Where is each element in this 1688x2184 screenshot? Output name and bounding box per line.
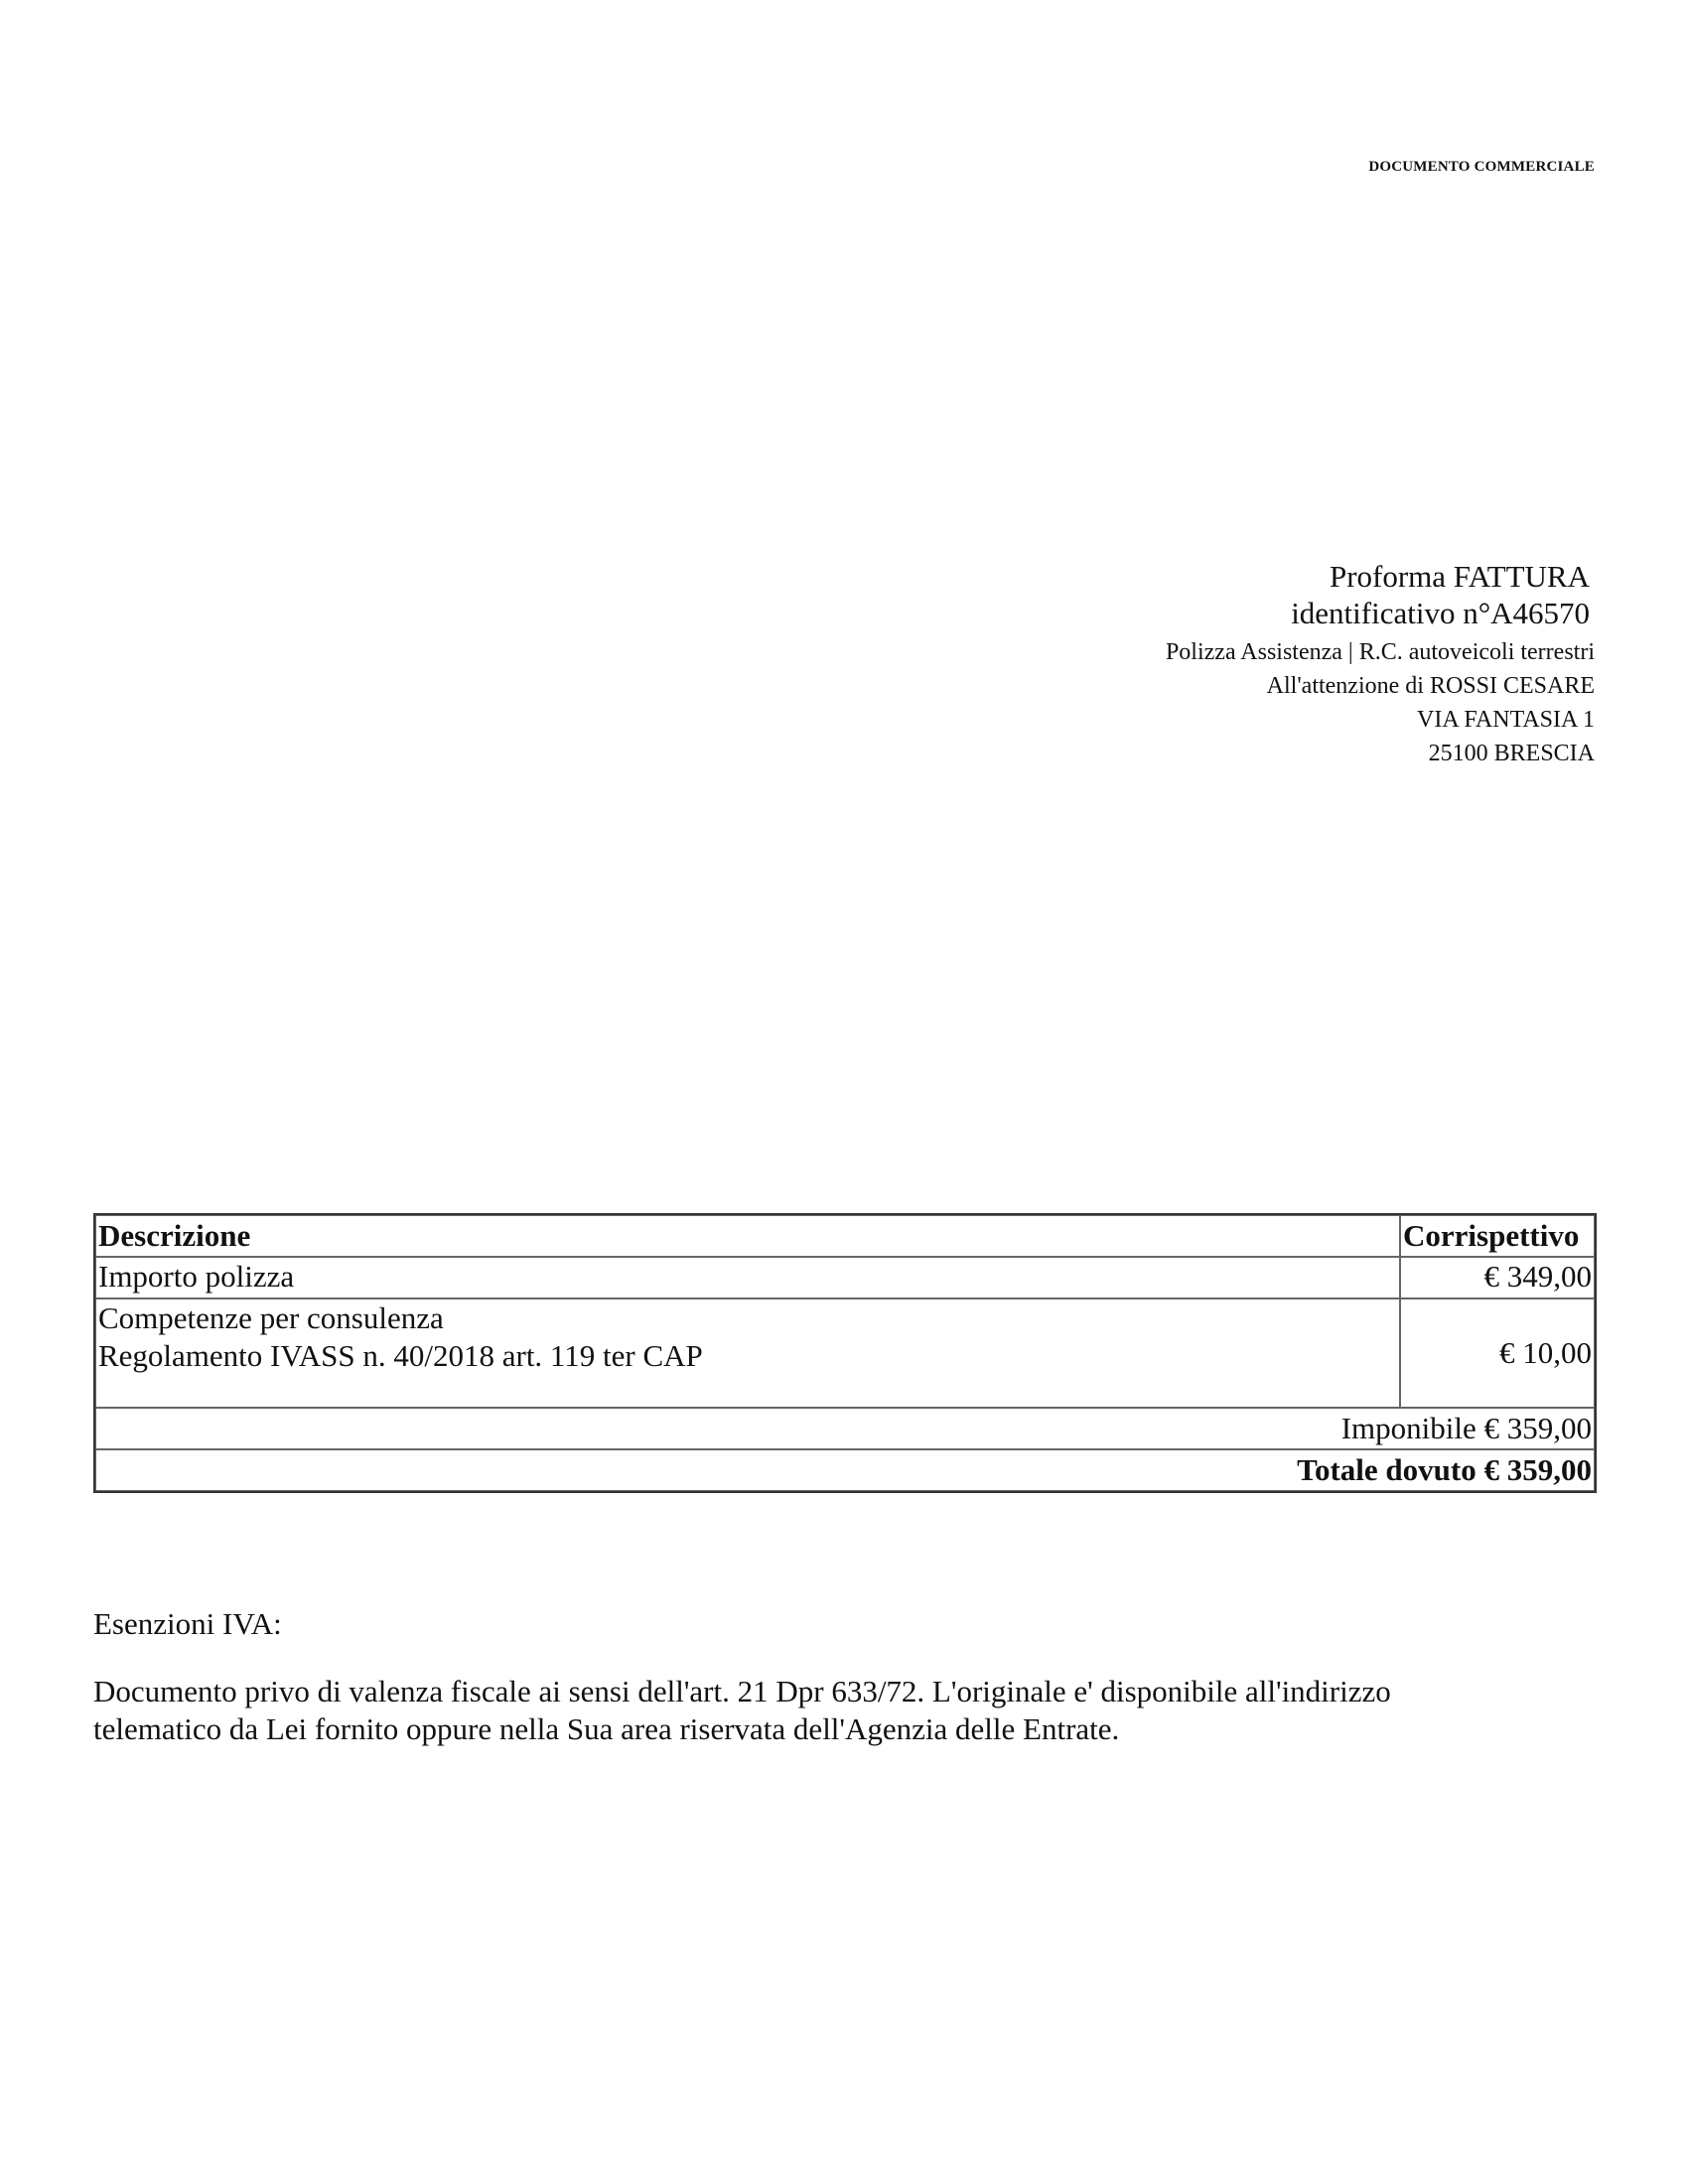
- description-line: Competenze per consulenza: [98, 1300, 444, 1335]
- row-amount: € 10,00: [1400, 1298, 1595, 1408]
- policy-type: Polizza Assistenza | R.C. autoveicoli terrestri: [1165, 639, 1595, 665]
- table-row: [95, 1298, 1595, 1408]
- row-description: [95, 1257, 1400, 1298]
- recipient-name: All'attenzione di ROSSI CESARE: [1266, 673, 1595, 699]
- total-due-row: [95, 1449, 1595, 1491]
- total-due-amount: Totale dovuto € 359,00: [95, 1449, 1595, 1491]
- column-header-amount: Corrispettivo: [1400, 1215, 1595, 1257]
- recipient-city: 25100 BRESCIA: [1428, 741, 1595, 766]
- taxable-row: [95, 1408, 1595, 1449]
- vat-exemptions-text: [93, 1673, 1543, 1748]
- column-header-description: Descrizione: [95, 1215, 1400, 1257]
- taxable-amount: Imponibile € 359,00: [95, 1408, 1595, 1449]
- invoice-header: [1166, 558, 1595, 770]
- description-line: Importo polizza: [98, 1259, 295, 1294]
- invoice-items-table: [93, 1213, 1597, 1493]
- table-header-row: [95, 1215, 1595, 1257]
- row-amount: € 349,00: [1400, 1257, 1595, 1298]
- table-row: [95, 1257, 1595, 1298]
- row-description: [95, 1298, 1400, 1408]
- recipient-street: VIA FANTASIA 1: [1417, 707, 1595, 733]
- description-line: Regolamento IVASS n. 40/2018 art. 119 ter CAP: [98, 1338, 703, 1373]
- document-type-label: DOCUMENTO COMMERCIALE: [1368, 159, 1595, 175]
- invoice-title: Proforma FATTURA: [1329, 559, 1590, 594]
- exemption-line: Documento privo di valenza fiscale ai sensi dell'art. 21 Dpr 633/72. L'originale e' disponibile all'indirizzo: [93, 1674, 1391, 1708]
- vat-exemptions-heading: Esenzioni IVA:: [93, 1606, 282, 1641]
- invoice-identifier: identificativo n°A46570: [1291, 596, 1590, 630]
- exemption-line: telematico da Lei fornito oppure nella Sua area riservata dell'Agenzia delle Entrate.: [93, 1711, 1120, 1746]
